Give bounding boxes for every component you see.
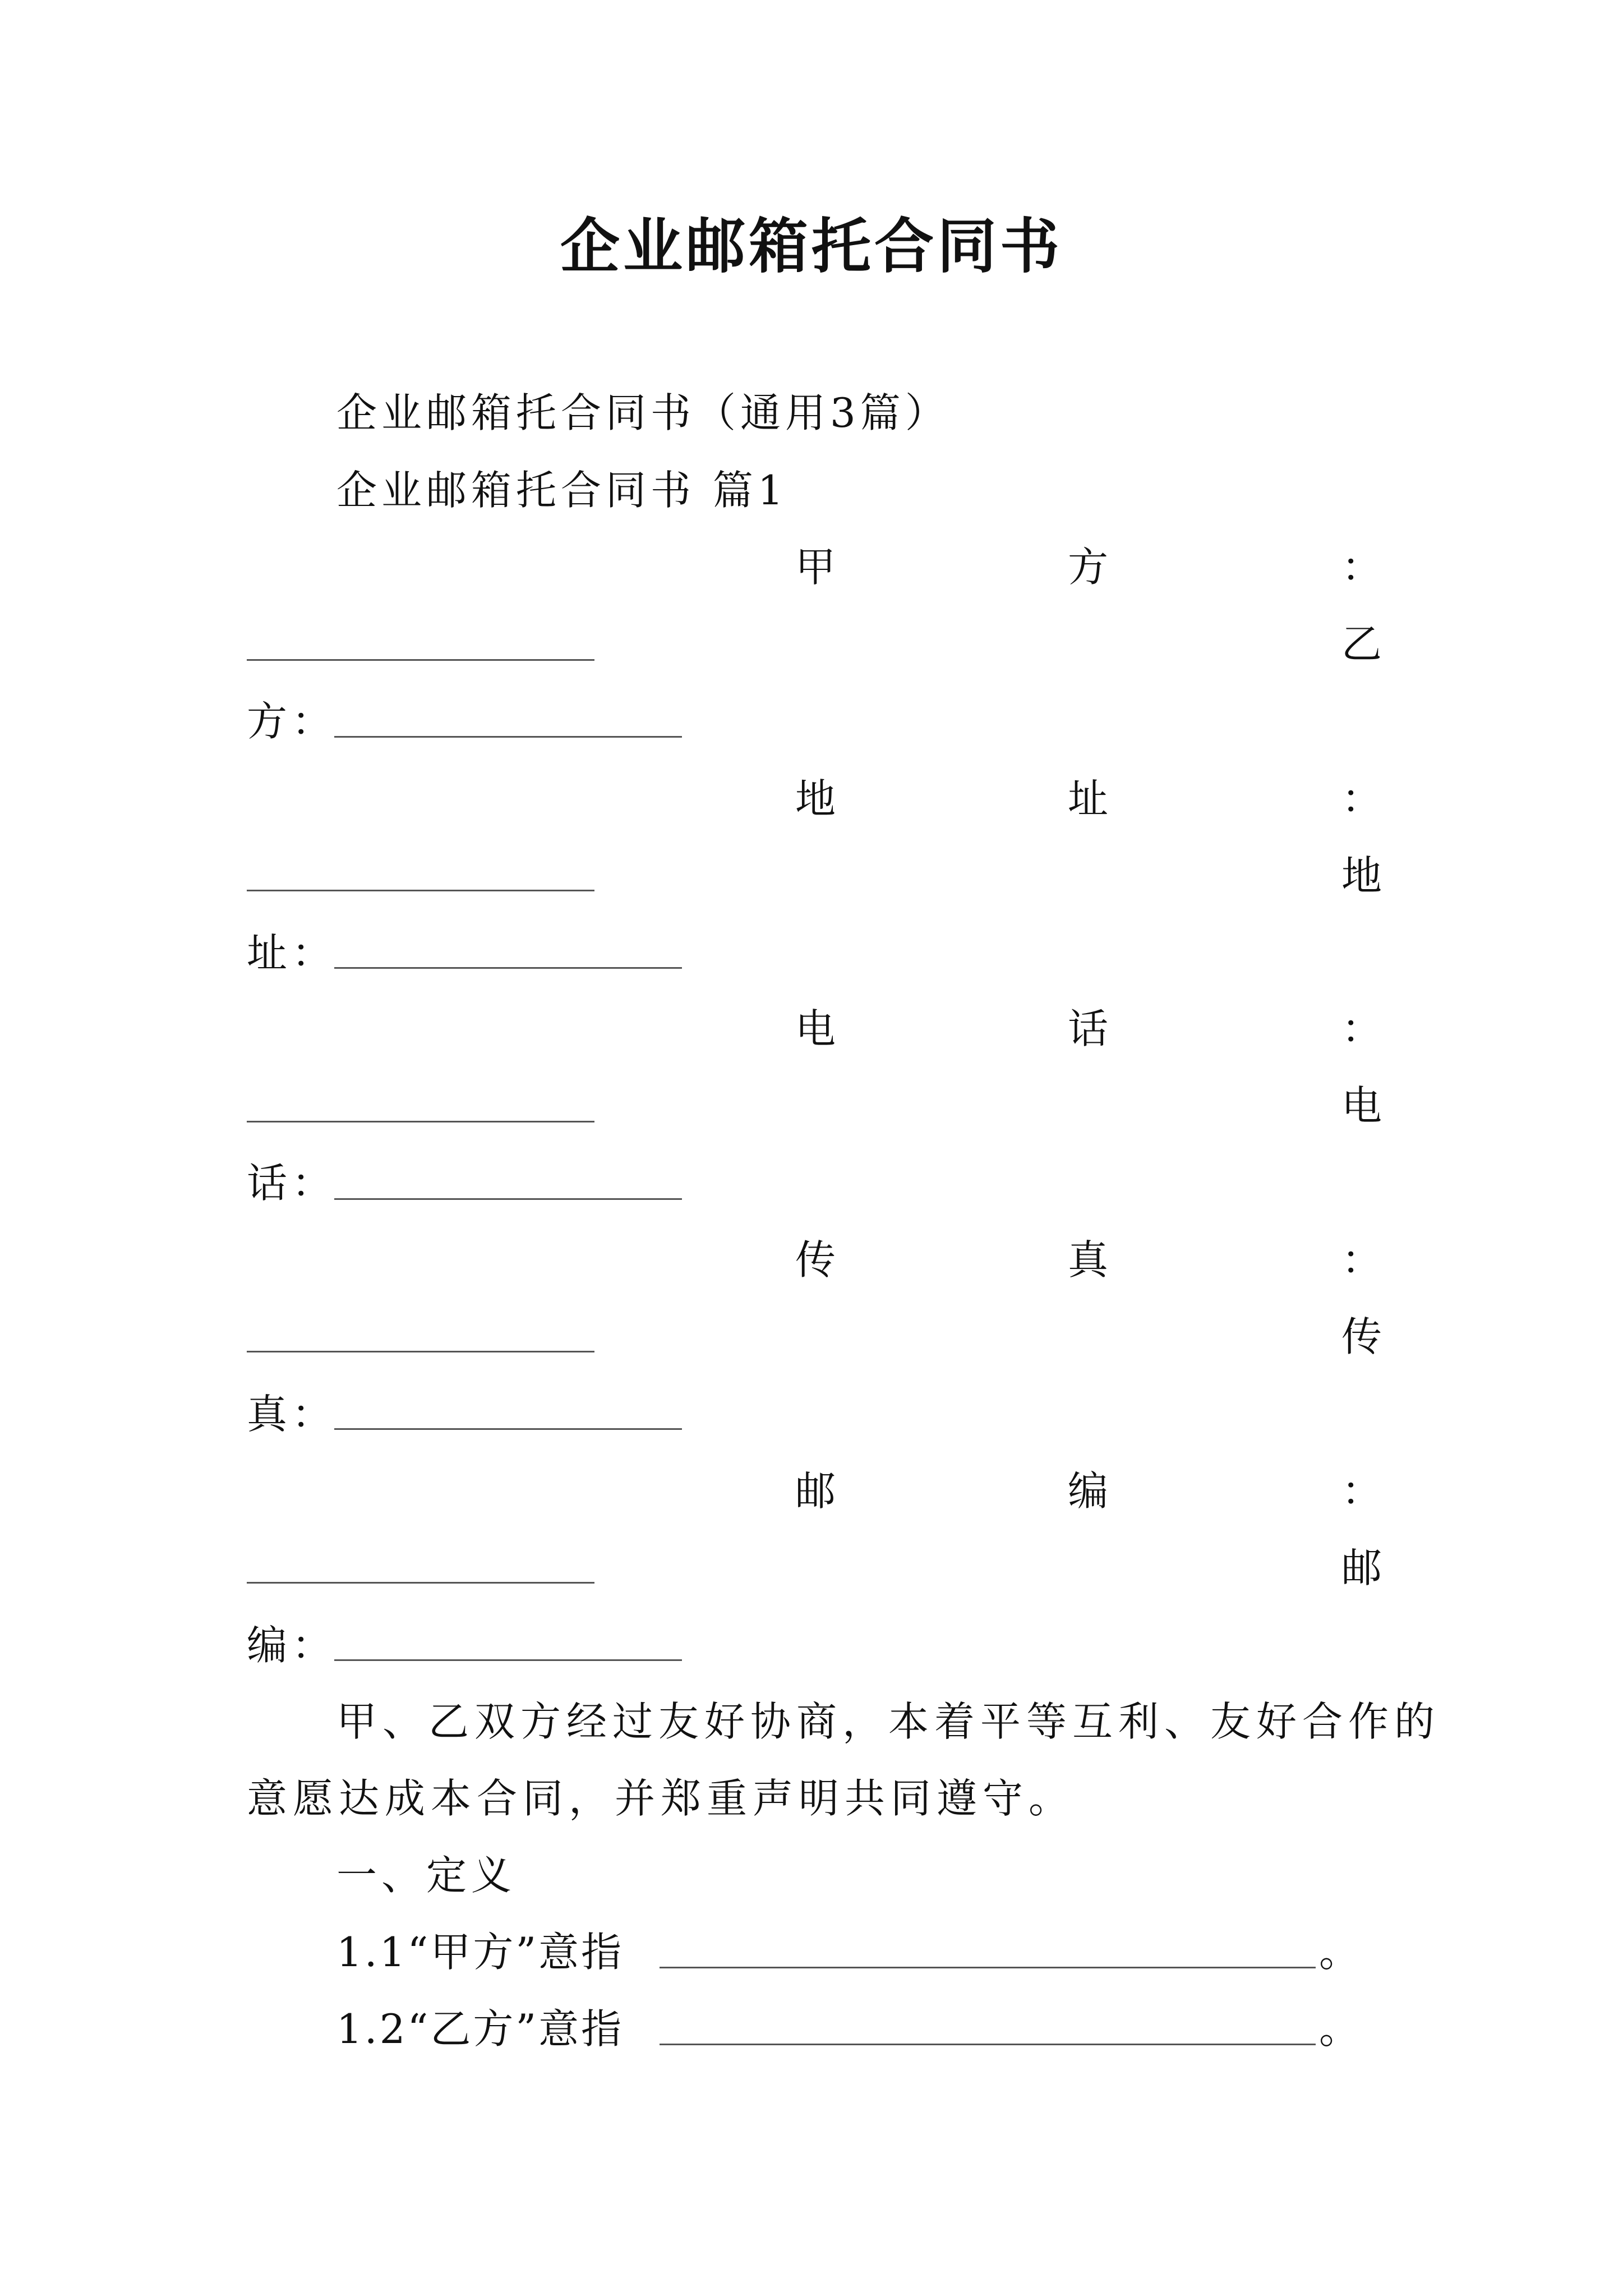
address-a-label-char-1: 地 xyxy=(795,775,841,822)
definition-2-blank xyxy=(660,2044,1316,2045)
definition-1-period: 。 xyxy=(1319,1929,1364,1976)
address-b-label-char-1: 地 xyxy=(1341,852,1387,899)
address-b-blank xyxy=(334,967,682,969)
party-b-blank xyxy=(334,736,682,738)
phone-a-label-char-1: 电 xyxy=(795,1005,841,1052)
fax-a-label-char-1: 传 xyxy=(795,1236,841,1283)
postcode-b-label-rest: 编： xyxy=(247,1622,337,1669)
phone-b-label-char-1: 电 xyxy=(1341,1082,1387,1129)
fax-b-blank xyxy=(334,1428,682,1430)
party-b-label-rest: 方： xyxy=(247,698,337,745)
document-title: 企业邮箱托合同书 xyxy=(560,211,1063,281)
fax-b-label-rest: 真： xyxy=(247,1391,337,1438)
postcode-b-label-char-1: 邮 xyxy=(1341,1544,1387,1591)
phone-a-colon: ： xyxy=(1341,1005,1387,1052)
document-subtitle: 企业邮箱托合同书（通用3篇） xyxy=(336,389,950,436)
address-a-label-char-2: 址 xyxy=(1068,775,1113,822)
address-b-label-rest: 址： xyxy=(247,930,337,977)
phone-a-label-char-2: 话 xyxy=(1068,1005,1113,1052)
party-a-label-char-2: 方 xyxy=(1068,544,1113,591)
phone-b-blank xyxy=(334,1198,682,1200)
party-a-label-char-1: 甲 xyxy=(795,544,841,591)
address-a-blank xyxy=(247,890,594,891)
postcode-a-blank xyxy=(247,1582,594,1584)
definition-2-text: 1.2“乙方”意指 xyxy=(336,2005,624,2053)
postcode-b-blank xyxy=(334,1659,682,1661)
party-a-colon: ： xyxy=(1341,544,1387,591)
section-heading: 企业邮箱托合同书 篇1 xyxy=(336,467,788,514)
fax-a-label-char-2: 真 xyxy=(1068,1236,1113,1283)
definition-1-text: 1.1“甲方”意指 xyxy=(336,1929,624,1976)
phone-a-blank xyxy=(247,1121,594,1122)
definition-1-blank xyxy=(660,1967,1316,1968)
section-one-heading: 一、定义 xyxy=(336,1852,517,1899)
fax-b-label-char-1: 传 xyxy=(1341,1313,1387,1360)
definition-2-period: 。 xyxy=(1319,2005,1364,2053)
intro-paragraph-line-1: 甲、乙双方经过友好协商，本着平等互利、友好合作的 xyxy=(336,1698,1441,1745)
party-b-label-char-1: 乙 xyxy=(1341,620,1387,668)
postcode-a-label-char-1: 邮 xyxy=(795,1467,841,1515)
postcode-a-label-char-2: 编 xyxy=(1068,1467,1113,1515)
fax-a-blank xyxy=(247,1351,594,1352)
address-a-colon: ： xyxy=(1341,775,1387,822)
fax-a-colon: ： xyxy=(1341,1236,1387,1283)
phone-b-label-rest: 话： xyxy=(247,1159,337,1207)
postcode-a-colon: ： xyxy=(1341,1467,1387,1515)
party-a-blank xyxy=(247,659,594,661)
intro-paragraph-line-2: 意愿达成本合同，并郑重声明共同遵守。 xyxy=(247,1775,1075,1822)
